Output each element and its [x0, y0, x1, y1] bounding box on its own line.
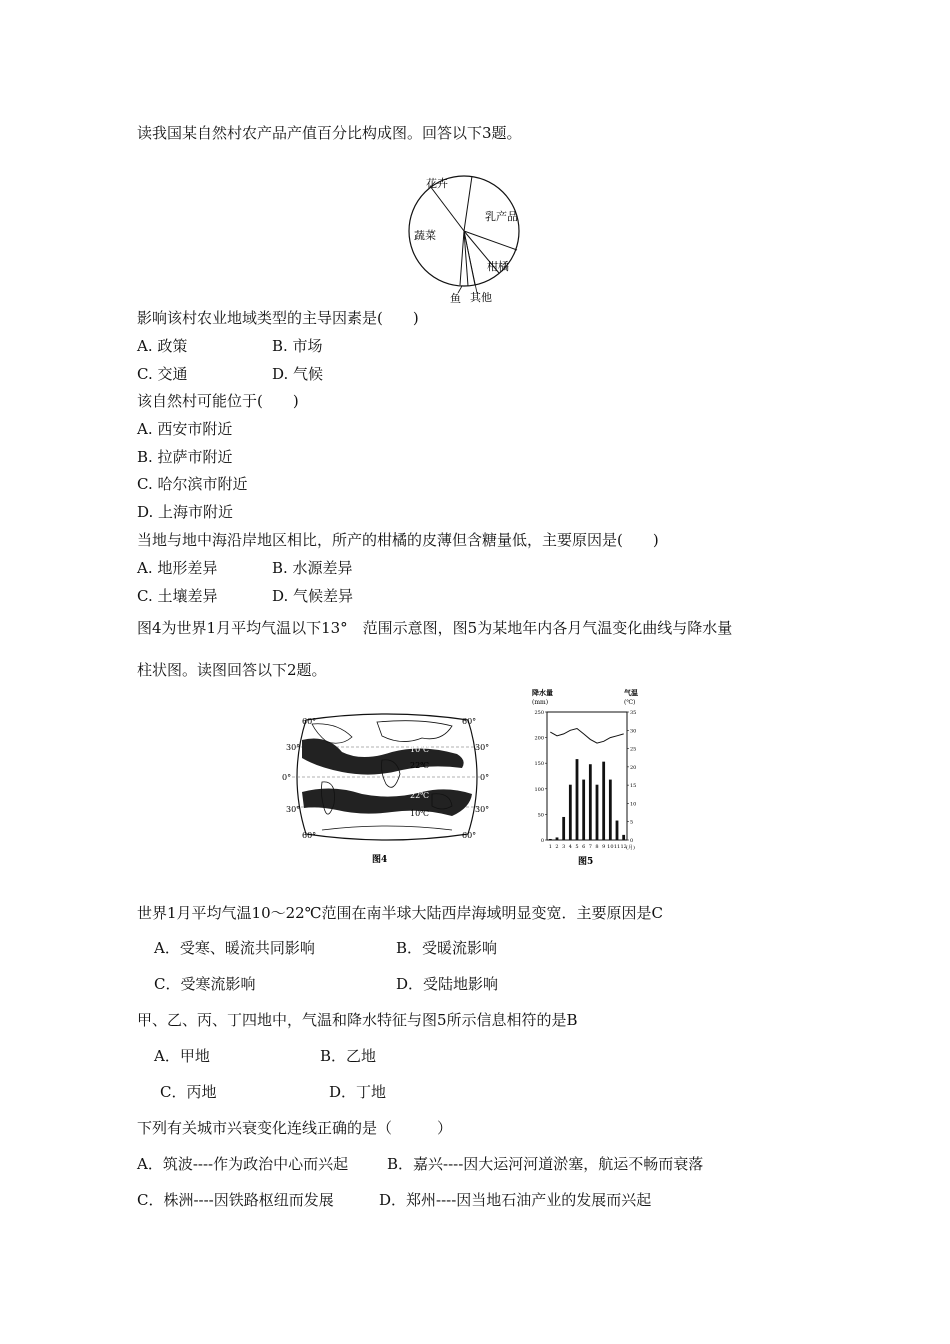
q6-stem: 下列有关城市兴衰变化连线正确的是（ ） — [137, 1119, 453, 1137]
fig5-left-unit: (mm) — [532, 699, 549, 706]
q5-stem: 甲、乙、丙、丁四地中，气温和降水特征与图5所示信息相符的是B — [137, 1011, 578, 1029]
q5-option-d: D．丁地 — [329, 1083, 387, 1101]
precipitation-bar — [596, 785, 599, 840]
x-tick-label: 7 — [588, 844, 592, 850]
precipitation-bar — [569, 785, 572, 840]
fig4-lat-label-60n-right: 60° — [462, 717, 477, 726]
precipitation-bar — [609, 780, 612, 840]
pie-label-ruchanpin: 乳产品 — [485, 210, 518, 223]
q3-option-c: C. 土壤差异 — [137, 587, 218, 605]
left-tick-label: 150 — [534, 761, 544, 768]
fig4-iso-label-22s: 22℃ — [410, 791, 430, 800]
fig4-iso-label-10s: 10℃ — [410, 809, 430, 818]
q3-stem: 当地与地中海沿岸地区相比，所产的柑橘的皮薄但含糖量低，主要原因是( ) — [137, 531, 659, 549]
x-tick-label: 4 — [568, 844, 572, 850]
pie-label-shucai: 蔬菜 — [414, 229, 436, 242]
fig4-lat-label-eq-left: 0° — [282, 773, 292, 782]
q3-option-d: D. 气候差异 — [272, 587, 354, 605]
right-tick-label: 5 — [630, 819, 634, 826]
fig4-lat-label-60s-left: 60° — [302, 831, 317, 840]
pie-label-qita: 其他 — [470, 291, 492, 304]
x-tick-label: 8 — [595, 844, 599, 850]
q4-intro-line1: 图4为世界1月平均气温以下13° 范围示意图，图5为某地年内各月气温变化曲线与降水量 — [137, 619, 733, 637]
q4-intro-line2: 柱状图。读图回答以下2题。 — [137, 661, 327, 679]
climate-chart — [522, 686, 642, 866]
q2-option-a: A. 西安市附近 — [137, 420, 233, 438]
pie-label-yu: 鱼 — [450, 292, 461, 305]
precipitation-bar — [616, 821, 619, 840]
q1-stem: 影响该村农业地域类型的主导因素是( ) — [137, 309, 419, 327]
x-tick-label: 12 — [620, 844, 627, 850]
fig4-lat-label-30s-right: 30° — [475, 805, 490, 814]
x-tick-label: 6 — [582, 844, 586, 850]
x-tick-label: 10 — [607, 844, 614, 850]
q2-option-d: D. 上海市附近 — [137, 503, 234, 521]
right-tick-label: 30 — [630, 728, 637, 735]
q2-option-c: C. 哈尔滨市附近 — [137, 475, 248, 493]
x-tick-label: 9 — [602, 844, 606, 850]
q5-option-c: C．丙地 — [160, 1083, 217, 1101]
pie-chart — [400, 158, 530, 308]
fig4-lat-label-30n-right: 30° — [475, 743, 490, 752]
x-tick-label: 5 — [575, 844, 579, 850]
precipitation-bar — [589, 764, 592, 840]
chart-frame — [547, 712, 627, 840]
x-tick-label: 11 — [613, 844, 621, 850]
x-tick-label: 3 — [562, 844, 566, 850]
left-tick-label: 0 — [540, 838, 544, 844]
fig4-iso-label-22n: 22℃ — [410, 761, 430, 770]
fig5-x-unit: (月) — [626, 845, 635, 851]
q4-option-d: D．受陆地影响 — [396, 975, 499, 993]
fig5-caption: 图5 — [578, 857, 594, 866]
left-tick-label: 200 — [534, 735, 544, 742]
precipitation-bar — [602, 762, 605, 840]
temperature-line — [550, 729, 623, 744]
q2-option-b: B. 拉萨市附近 — [137, 448, 233, 466]
precipitation-bar — [622, 835, 625, 840]
right-tick-label: 0 — [630, 838, 634, 844]
q6-option-a: A．筑波----作为政治中心而兴起 — [137, 1155, 349, 1173]
pie-label-ganju: 柑橘 — [487, 260, 509, 273]
fig4-iso-label-10n: 10℃ — [410, 745, 430, 754]
q1-option-d: D. 气候 — [272, 365, 324, 383]
q3-option-a: A. 地形差异 — [137, 559, 218, 577]
left-tick-label: 100 — [534, 786, 544, 793]
x-tick-label: 2 — [555, 844, 559, 850]
left-tick-label: 50 — [537, 812, 544, 819]
q1-option-b: B. 市场 — [272, 337, 323, 355]
q1-intro: 读我国某自然村农产品产值百分比构成图。回答以下3题。 — [137, 124, 522, 142]
right-tick-label: 20 — [630, 764, 637, 771]
right-tick-label: 15 — [630, 783, 637, 790]
right-tick-label: 25 — [630, 746, 637, 753]
q6-option-c: C．株洲----因铁路枢纽而发展 — [137, 1191, 334, 1209]
left-tick-label: 250 — [534, 710, 544, 716]
fig5-right-unit: (℃) — [624, 699, 636, 706]
pie-label-huahui: 花卉 — [426, 177, 448, 190]
q6-option-b: B．嘉兴----因大运河河道淤塞，航运不畅而衰落 — [387, 1155, 704, 1173]
q1-option-c: C. 交通 — [137, 365, 188, 383]
fig4-caption: 图4 — [372, 855, 388, 865]
q6-option-d: D．郑州----因当地石油产业的发展而兴起 — [379, 1191, 652, 1209]
q4-option-c: C．受寒流影响 — [154, 975, 256, 993]
fig4-lat-label-60s-right: 60° — [462, 831, 477, 840]
q2-stem: 该自然村可能位于( ) — [137, 392, 299, 410]
fig4-lat-label-30n-left: 30° — [286, 743, 301, 752]
precipitation-bar — [556, 837, 559, 840]
q5-option-b: B．乙地 — [320, 1047, 377, 1065]
right-tick-label: 35 — [630, 710, 637, 716]
fig4-lat-label-60n-left: 60° — [302, 717, 317, 726]
precipitation-bar — [549, 839, 552, 840]
q1-option-a: A. 政策 — [137, 337, 188, 355]
q3-option-b: B. 水源差异 — [272, 559, 353, 577]
right-tick-label: 10 — [630, 801, 637, 808]
precipitation-bar — [576, 759, 579, 840]
precipitation-bar — [562, 817, 565, 840]
precipitation-bar — [582, 780, 585, 840]
fig4-lat-label-30s-left: 30° — [286, 805, 301, 814]
q4-option-a: A．受寒、暖流共同影响 — [154, 939, 315, 957]
world-map-figure — [282, 712, 492, 867]
fig5-left-title: 降水量 — [532, 688, 553, 697]
fig5-right-title: 气温 — [624, 688, 638, 697]
q4-option-b: B．受暖流影响 — [396, 939, 498, 957]
fig4-lat-label-eq-right: 0° — [480, 773, 490, 782]
x-tick-label: 1 — [548, 844, 552, 850]
q5-option-a: A．甲地 — [154, 1047, 210, 1065]
q4-stem: 世界1月平均气温10～22℃范围在南半球大陆西岸海域明显变宽．主要原因是C — [137, 904, 663, 922]
